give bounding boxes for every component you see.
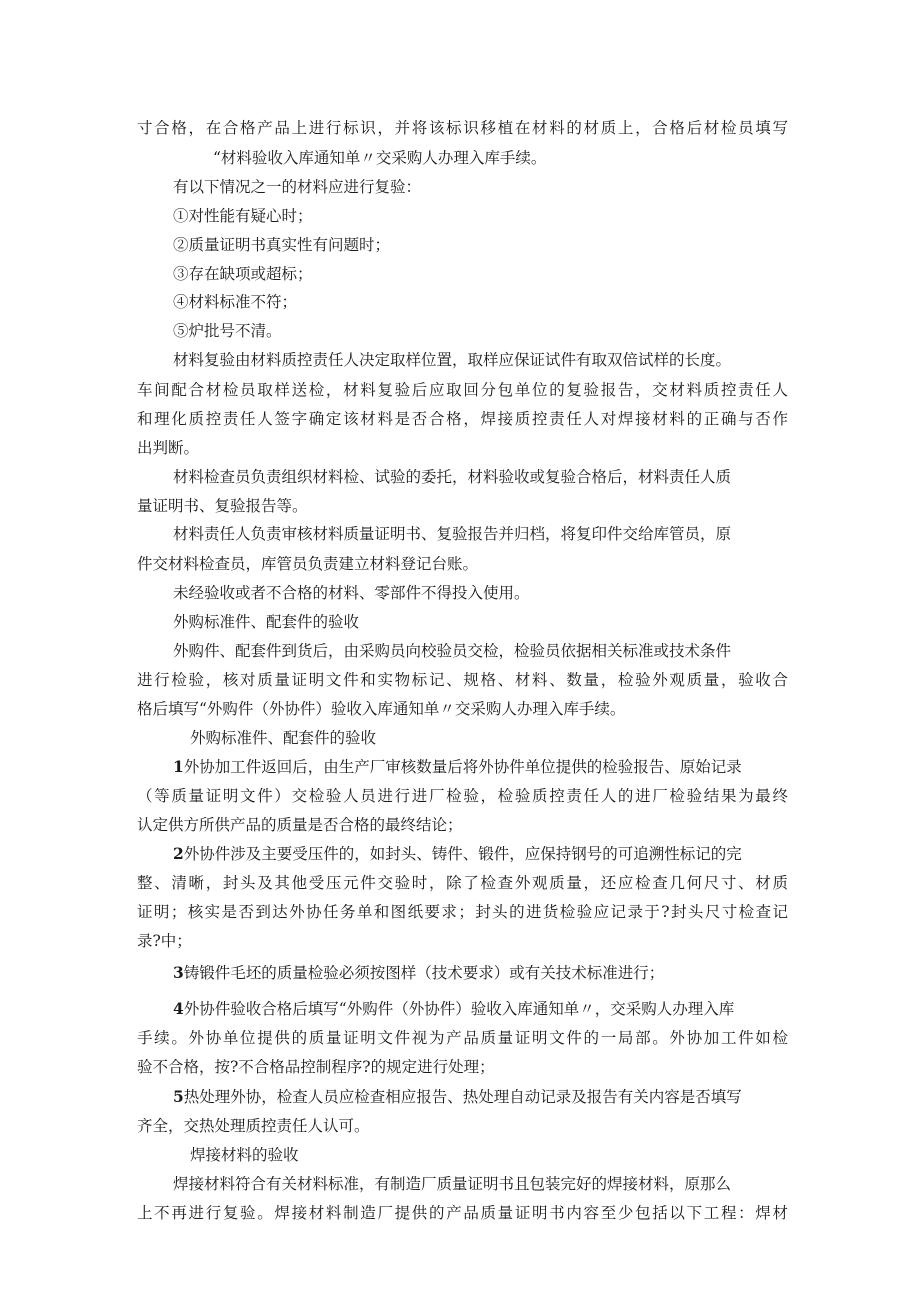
section-heading: 外购标准件、配套件的验收 xyxy=(173,613,360,631)
text-line: 焊接材料符合有关材料标准，有制造厂质量证明书且包装完好的焊接材料，原那么 xyxy=(173,1175,732,1193)
text-line: 外购件、配套件到货后，由采购员向校验员交检，检验员依据相关标准或技术条件 xyxy=(173,642,732,660)
numbered-line: 1外协加工件返回后，由生产厂审核数量后将外协件单位提供的检验报告、原始记录 xyxy=(173,757,742,776)
text-line: 整、清晰，封头及其他受压元件交验时，除了检查外观质量，还应检查几何尺寸、材质 xyxy=(137,874,788,892)
text-line: “材料验收入库通知单〃交采购人办理入库手续。 xyxy=(213,149,547,167)
text-line: 认定供方所供产品的质量是否合格的最终结论； xyxy=(137,816,463,834)
numbered-line: 4外协件验收合格后填写“外购件（外协件）验收入库通知单〃，交采购人办理入库 xyxy=(173,999,735,1018)
list-item: ④材料标准不符； xyxy=(173,293,298,311)
text-line: 齐全，交热处理质控责任人认可。 xyxy=(137,1117,370,1135)
item-number: 2 xyxy=(173,844,184,863)
text-line: 进行检验，核对质量证明文件和实物标记、规格、材料、数量，检验外观质量，验收合 xyxy=(137,671,788,689)
text-line: 材料复验由材料质控责任人决定取样位置，取样应保证试件有取双倍试样的长度。 xyxy=(173,351,732,369)
text-line: 材料责任人负责审核材料质量证明书、复验报告并归档，将复印件交给库管员，原 xyxy=(173,525,732,543)
item-number: 5 xyxy=(173,1087,184,1106)
text-line: 录?中； xyxy=(137,932,192,950)
text-line: 证明；核实是否到达外协任务单和图纸要求；封头的进货检验应记录于?封头尺寸检查记 xyxy=(137,903,788,921)
numbered-line: 2外协件涉及主要受压件的，如封头、铸件、锻件，应保持钢号的可追溯性标记的完 xyxy=(173,844,742,863)
numbered-line: 5热处理外协，检查人员应检查相应报告、热处理自动记录及报告有关内容是否填写 xyxy=(173,1087,742,1106)
list-item: ①对性能有疑心时； xyxy=(173,207,313,225)
section-heading: 焊接材料的验收 xyxy=(190,1146,299,1164)
section-heading: 外购标准件、配套件的验收 xyxy=(190,729,377,747)
text-line: （等质量证明文件）交检验人员进行进厂检验，检验质控责任人的进厂检验结果为最终 xyxy=(137,787,788,805)
numbered-line: 3铸锻件毛坯的质量检验必须按图样（技术要求）或有关技术标准进行； xyxy=(173,963,665,982)
text-line: 和理化质控责任人签字确定该材料是否合格，焊接质控责任人对焊接材料的正确与否作 xyxy=(137,410,788,428)
list-item: ⑤炉批号不清。 xyxy=(173,322,282,340)
text-line: 出判断。 xyxy=(137,439,200,457)
text-line: 车间配合材检员取样送检，材料复验后应取回分包单位的复验报告，交材料质控责任人 xyxy=(137,381,788,399)
text-line: 寸合格，在合格产品上进行标识，并将该标识移植在材料的材质上，合格后材检员填写 xyxy=(137,119,788,137)
list-item: ②质量证明书真实性有问题时； xyxy=(173,236,391,254)
text-line: 有以下情况之一的材料应进行复验： xyxy=(173,178,422,196)
list-item: ③存在缺项或超标； xyxy=(173,265,313,283)
text-line: 量证明书、复验报告等。 xyxy=(137,497,308,515)
text-line: 验不合格，按?不合格品控制程序?的规定进行处理； xyxy=(137,1058,495,1076)
item-number: 1 xyxy=(173,757,184,776)
text-line: 手续。外协单位提供的质量证明文件视为产品质量证明文件的一局部。外协加工件如检 xyxy=(137,1029,788,1047)
text-line: 上不再进行复验。焊接材料制造厂提供的产品质量证明书内容至少包括以下工程：焊材 xyxy=(137,1204,788,1222)
item-number: 4 xyxy=(173,999,184,1018)
text-line: 材料检查员负责组织材料检、试验的委托，材料验收或复验合格后，材料责任人质 xyxy=(173,468,732,486)
text-line: 格后填写“外购件（外协件）验收入库通知单〃交采购人办理入库手续。 xyxy=(137,700,626,718)
text-line: 件交材料检查员，库管员负责建立材料登记台账。 xyxy=(137,555,479,573)
item-number: 3 xyxy=(173,963,184,982)
text-line: 未经验收或者不合格的材料、零部件不得投入使用。 xyxy=(173,584,530,602)
